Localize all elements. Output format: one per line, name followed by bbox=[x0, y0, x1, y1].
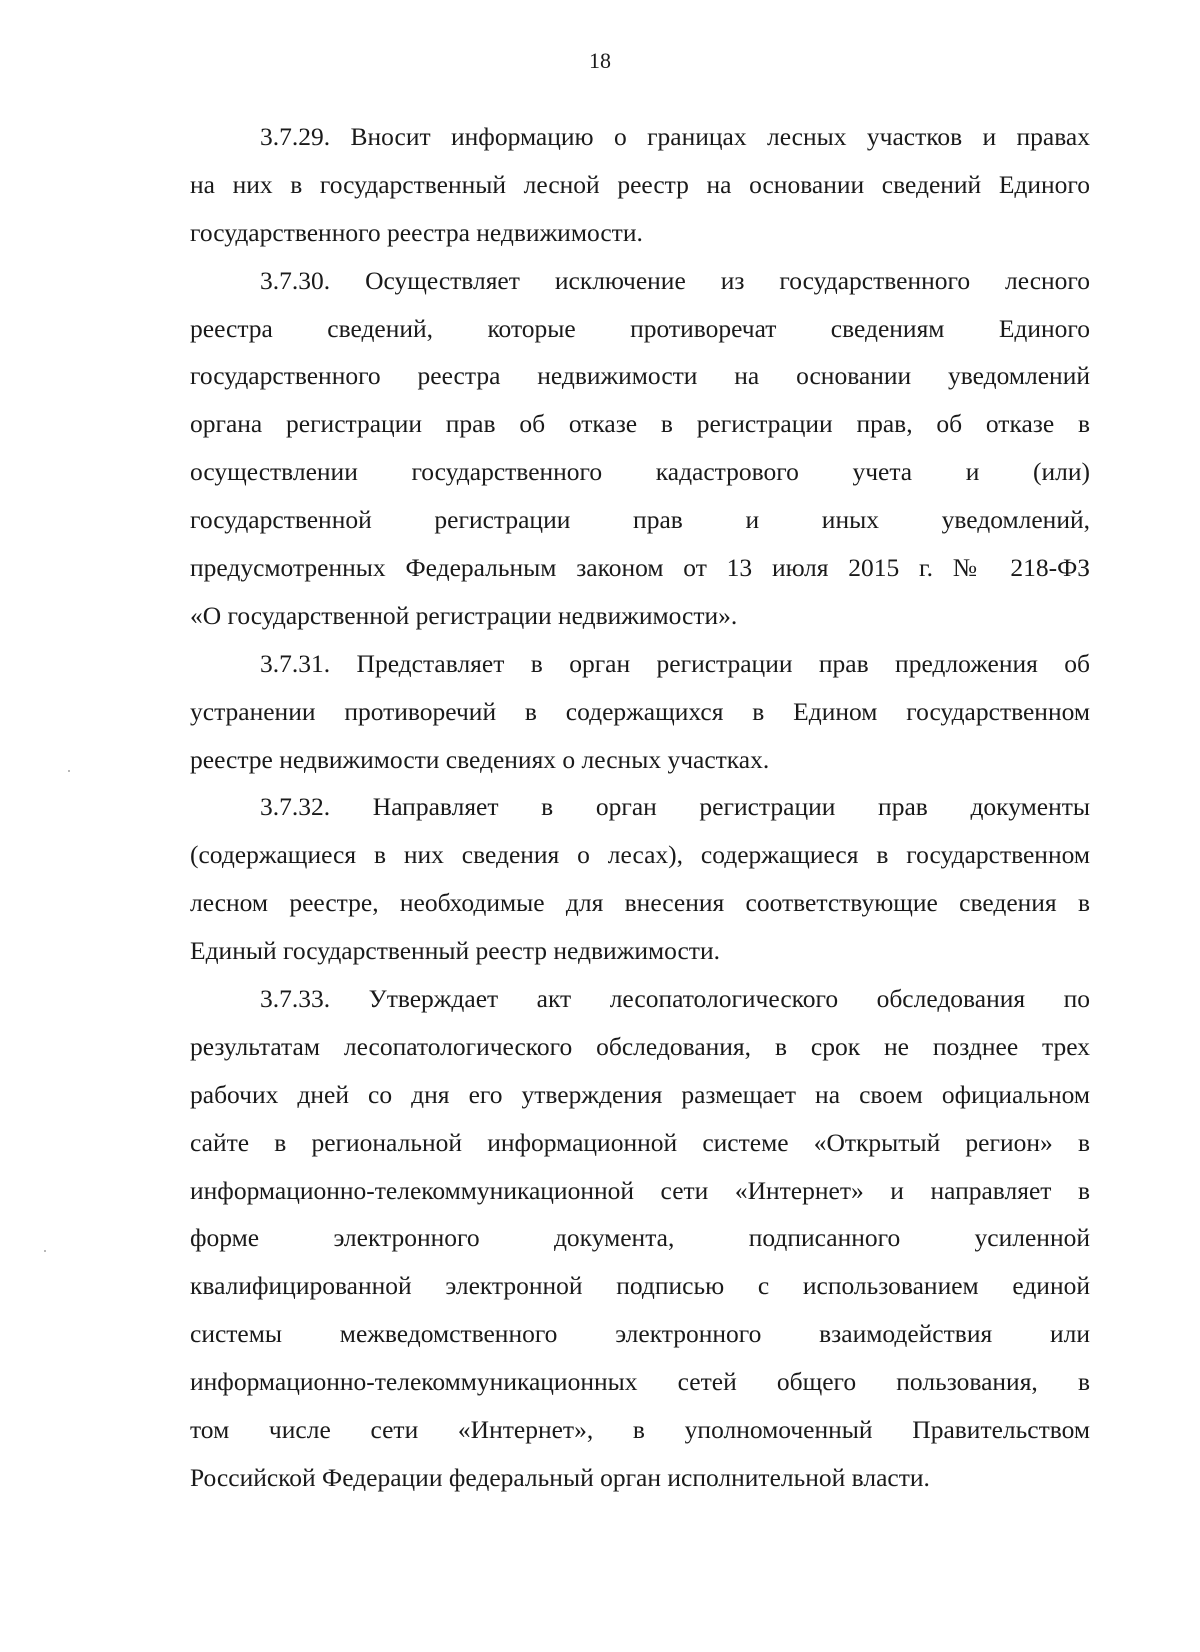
text-line: информационно-телекоммуникационной сети «Интернет» и направляет в bbox=[190, 1175, 1090, 1205]
text-line: реестра сведений, которые противоречат сведениям Единого bbox=[190, 313, 1090, 343]
paragraph-3-7-32 bbox=[190, 783, 1090, 975]
text-line: осуществлении государственного кадастрового учета и (или) bbox=[190, 457, 1090, 487]
text-line: сайте в региональной информационной системе «Открытый регион» в bbox=[190, 1127, 1090, 1157]
text-line: Единый государственный реестр недвижимости. bbox=[190, 936, 720, 966]
page-number: 18 bbox=[589, 48, 611, 73]
text-line: устранении противоречий в содержащихся в Едином государственном bbox=[190, 696, 1090, 726]
text-line: рабочих дней со дня его утверждения размещает на своем официальном bbox=[190, 1079, 1090, 1109]
scan-speck bbox=[68, 770, 70, 772]
text-line: государственного реестра недвижимости. bbox=[190, 217, 643, 247]
text-line: (содержащиеся в них сведения о лесах), содержащиеся в государственном bbox=[190, 840, 1090, 870]
text-line: лесном реестре, необходимые для внесения соответствующие сведения в bbox=[190, 888, 1090, 918]
scan-speck bbox=[44, 1250, 46, 1252]
text-line: «О государственной регистрации недвижимости». bbox=[190, 600, 738, 630]
text-line: результатам лесопатологического обследования, в срок не позднее трех bbox=[190, 1031, 1090, 1061]
text-line: реестре недвижимости сведениях о лесных участках. bbox=[190, 744, 770, 774]
paragraph-3-7-31 bbox=[190, 640, 1090, 784]
text-line: Российской Федерации федеральный орган исполнительной власти. bbox=[190, 1462, 930, 1492]
text-line: квалифицированной электронной подписью с использованием единой bbox=[190, 1271, 1090, 1301]
text-line: 3.7.32. Направляет в орган регистрации прав документы bbox=[260, 792, 1090, 822]
paragraph-3-7-29 bbox=[190, 113, 1090, 257]
text-line: на них в государственный лесной реестр на основании сведений Единого bbox=[190, 169, 1090, 199]
text-line: предусмотренных Федеральным законом от 13 июля 2015 г. № 218-ФЗ bbox=[190, 553, 1090, 583]
paragraph-3-7-30 bbox=[190, 257, 1090, 640]
text-line: 3.7.33. Утверждает акт лесопатологического обследования по bbox=[260, 984, 1090, 1014]
text-line: том числе сети «Интернет», в уполномоченный Правительством bbox=[190, 1415, 1090, 1445]
text-line: 3.7.31. Представляет в орган регистрации прав предложения об bbox=[260, 648, 1090, 678]
text-line: государственной регистрации прав и иных уведомлений, bbox=[190, 505, 1090, 535]
text-line: системы межведомственного электронного взаимодействия или bbox=[190, 1319, 1090, 1349]
paragraph-3-7-33 bbox=[190, 975, 1090, 1502]
text-line: информационно-телекоммуникационных сетей общего пользования, в bbox=[190, 1367, 1090, 1397]
text-line: 3.7.29. Вносит информацию о границах лесных участков и правах bbox=[260, 122, 1090, 151]
text-line: государственного реестра недвижимости на основании уведомлений bbox=[190, 361, 1090, 391]
document-body bbox=[190, 113, 1090, 1502]
text-line: органа регистрации прав об отказе в регистрации прав, об отказе в bbox=[190, 409, 1090, 439]
text-line: 3.7.30. Осуществляет исключение из государственного лесного bbox=[260, 265, 1090, 295]
text-line: форме электронного документа, подписанного усиленной bbox=[190, 1223, 1090, 1253]
